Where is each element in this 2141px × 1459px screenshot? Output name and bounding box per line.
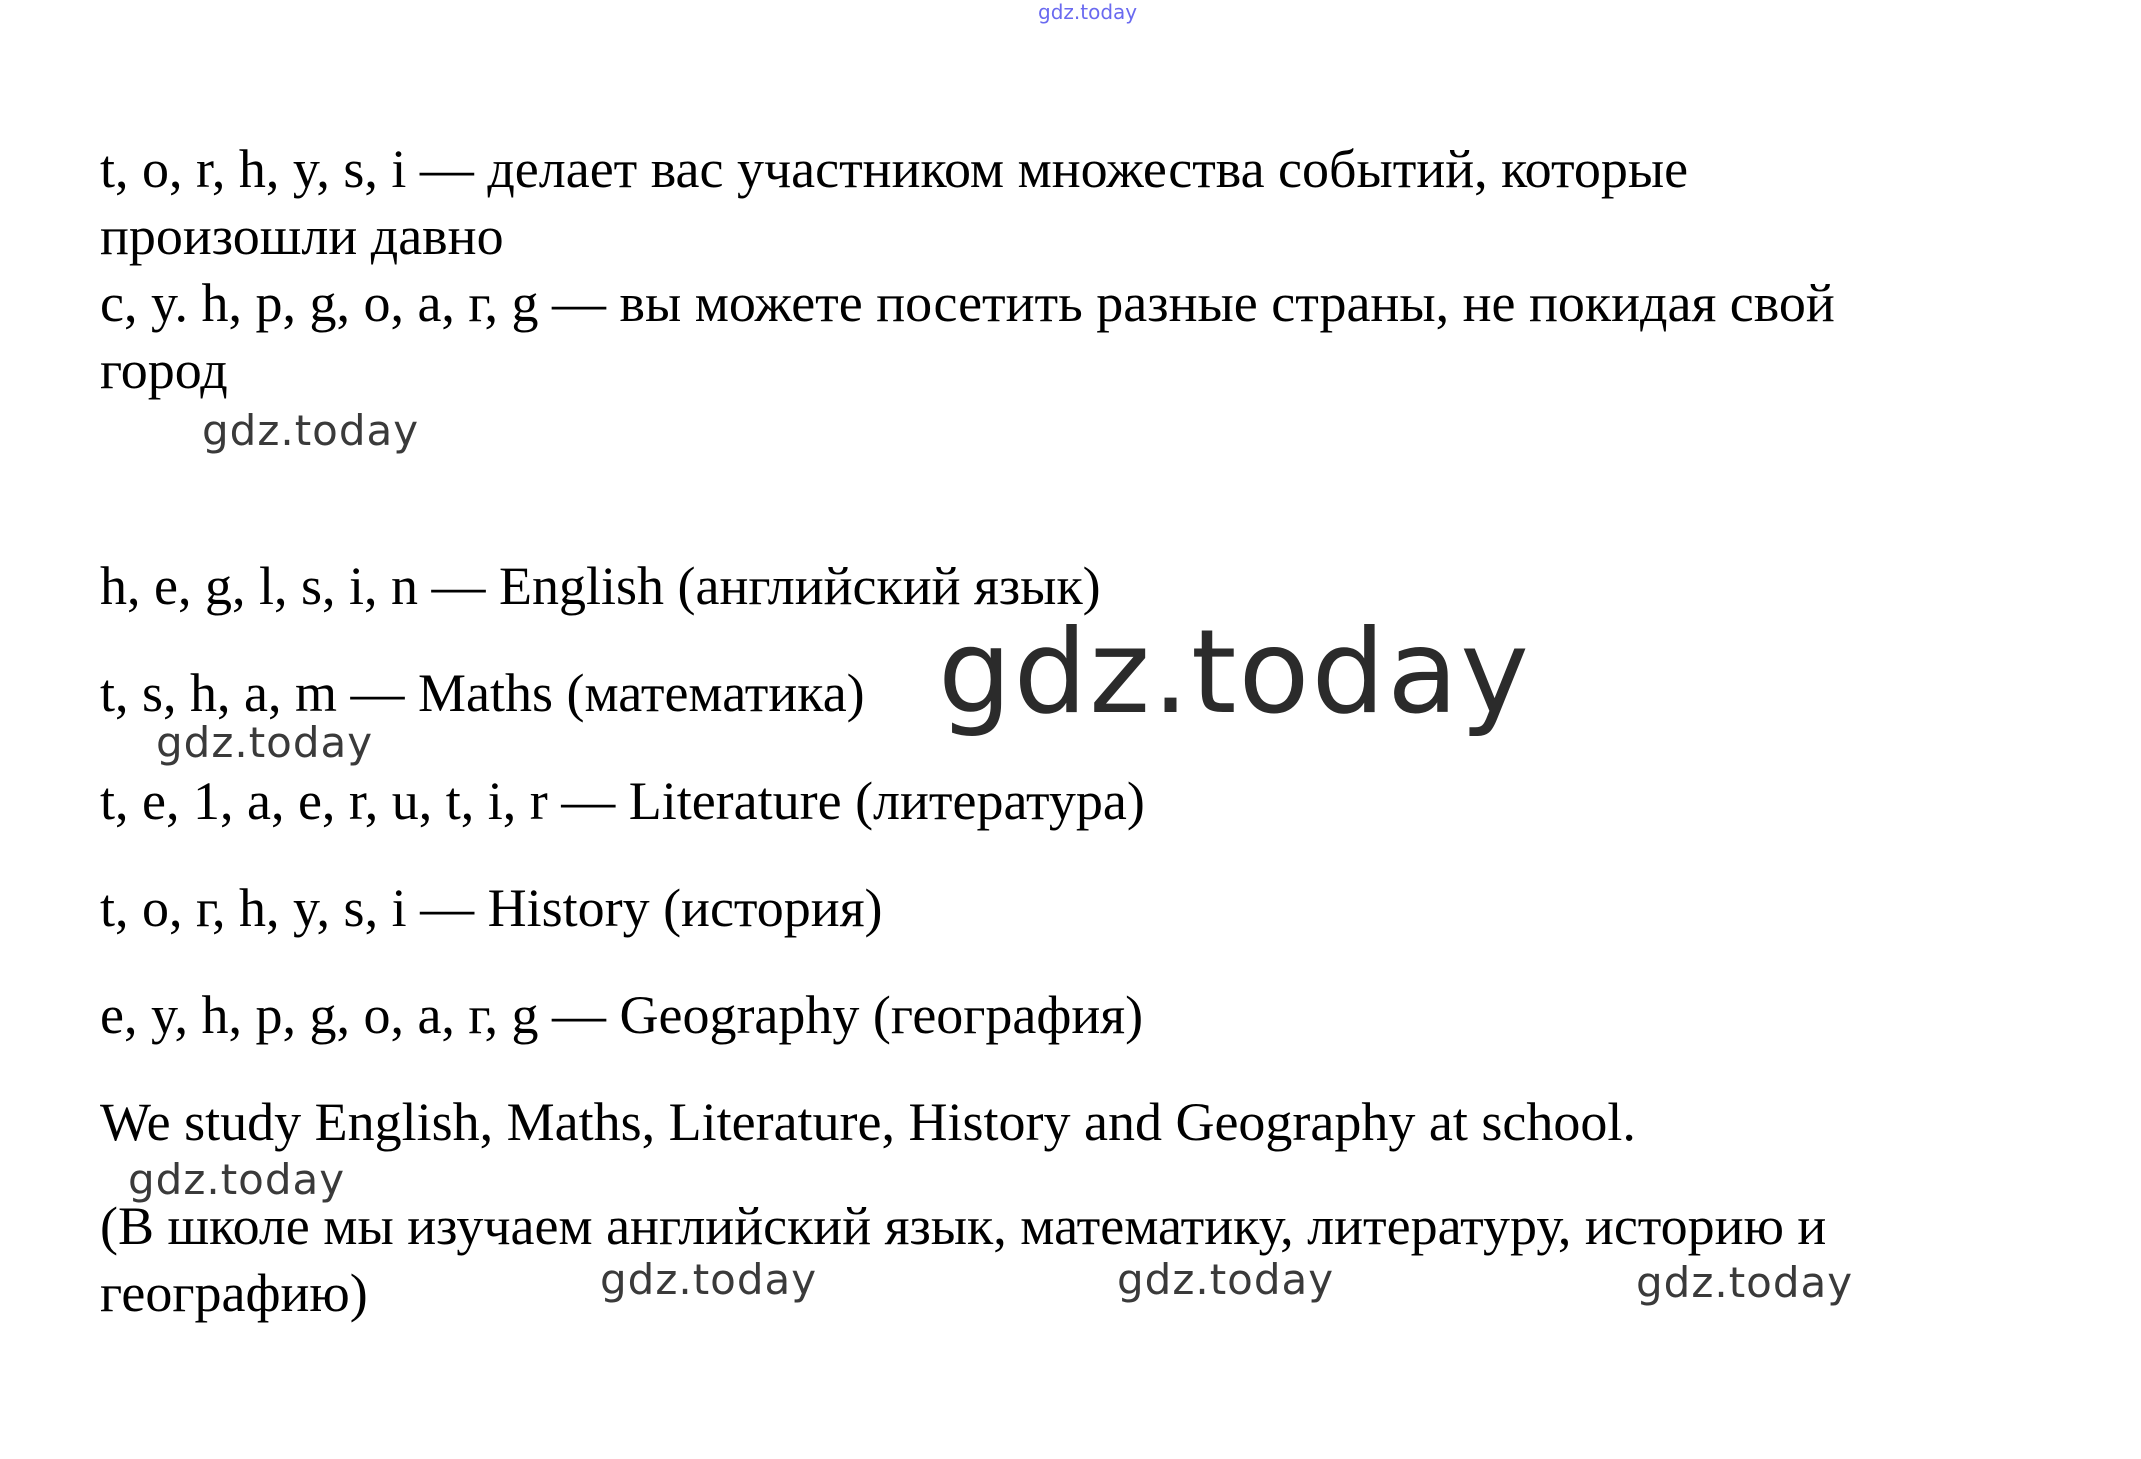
text-line: c, y. h, p, g, o, a, г, g — вы можете посетить разные страны, не покидая свой — [100, 273, 1835, 333]
watermark-top: gdz.today — [1038, 0, 1138, 24]
text-line: город — [100, 340, 228, 400]
text-line: We study English, Maths, Literature, History and Geography at school. — [100, 1092, 1636, 1152]
watermark: gdz.today — [202, 406, 420, 455]
text-line: географию) — [100, 1263, 368, 1323]
text-line: (В школе мы изучаем английский язык, математику, литературу, историю и — [100, 1196, 1827, 1256]
text-line: h, e, g, l, s, i, n — English (английский язык) — [100, 556, 1101, 616]
watermark: gdz.today — [128, 1155, 346, 1204]
watermark: gdz.today — [1636, 1258, 1854, 1307]
watermark: gdz.today — [600, 1255, 818, 1304]
text-line: t, o, r, h, y, s, i — делает вас участником множества событий, которые — [100, 139, 1689, 199]
text-line: t, e, 1, a, e, r, u, t, i, r — Literature (литература) — [100, 771, 1145, 831]
text-line: произошли давно — [100, 206, 504, 266]
watermark: gdz.today — [156, 718, 374, 767]
text-line: e, y, h, p, g, o, a, г, g — Geography (география) — [100, 985, 1144, 1045]
watermark-large: gdz.today — [938, 605, 1531, 740]
text-line: t, o, г, h, y, s, i — History (история) — [100, 878, 883, 938]
text-line: t, s, h, a, m — Maths (математика) — [100, 663, 865, 723]
watermark: gdz.today — [1117, 1255, 1335, 1304]
